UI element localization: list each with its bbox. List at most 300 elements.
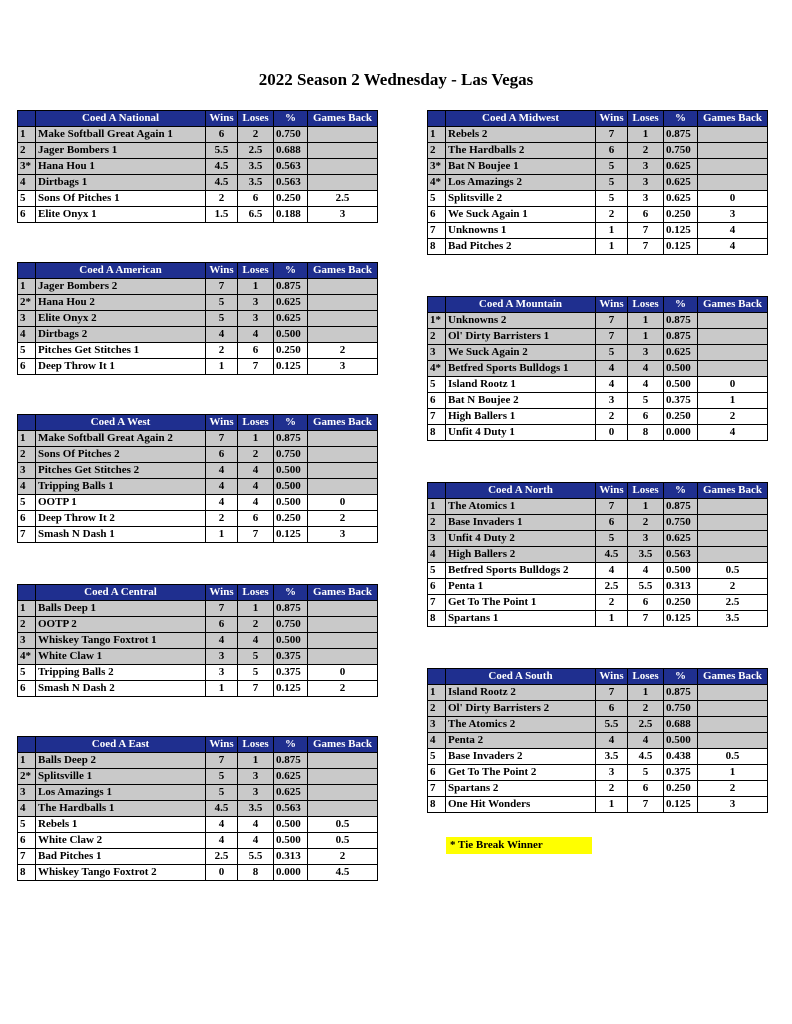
rank-cell: 8 <box>18 865 36 881</box>
header-games-back: Games Back <box>698 483 768 499</box>
table-row <box>428 765 768 781</box>
games-back-cell <box>308 431 378 447</box>
pct-cell: 0.500 <box>274 479 308 495</box>
loses-cell: 2.5 <box>628 717 664 733</box>
header-loses: Loses <box>238 585 274 601</box>
division-header-row <box>18 111 378 127</box>
rank-cell: 4* <box>428 175 446 191</box>
loses-cell: 4 <box>238 327 274 343</box>
team-name-cell: Elite Onyx 2 <box>36 311 206 327</box>
table-row <box>18 617 378 633</box>
header-corner <box>18 585 36 601</box>
pct-cell: 0.750 <box>664 515 698 531</box>
pct-cell: 0.500 <box>274 463 308 479</box>
games-back-cell <box>698 547 768 563</box>
team-name-cell: Tripping Balls 1 <box>36 479 206 495</box>
table-row <box>428 685 768 701</box>
table-row <box>428 515 768 531</box>
rank-cell: 5 <box>428 377 446 393</box>
games-back-cell: 4 <box>698 239 768 255</box>
wins-cell: 6 <box>206 127 238 143</box>
table-row <box>428 797 768 813</box>
wins-cell: 4.5 <box>206 159 238 175</box>
header-wins: Wins <box>596 669 628 685</box>
division-name: Coed A National <box>36 111 206 127</box>
loses-cell: 2 <box>238 617 274 633</box>
games-back-cell: 1 <box>698 765 768 781</box>
table-row <box>428 717 768 733</box>
wins-cell: 4 <box>206 633 238 649</box>
pct-cell: 0.250 <box>664 207 698 223</box>
wins-cell: 2 <box>596 207 628 223</box>
pct-cell: 0.875 <box>664 685 698 701</box>
header-wins: Wins <box>596 111 628 127</box>
rank-cell: 8 <box>428 425 446 441</box>
pct-cell: 0.000 <box>274 865 308 881</box>
loses-cell: 5.5 <box>628 579 664 595</box>
wins-cell: 3 <box>206 665 238 681</box>
loses-cell: 3 <box>628 191 664 207</box>
rank-cell: 7 <box>428 409 446 425</box>
rank-cell: 1 <box>18 431 36 447</box>
header-wins: Wins <box>206 263 238 279</box>
wins-cell: 4 <box>206 327 238 343</box>
table-row <box>428 329 768 345</box>
wins-cell: 4.5 <box>596 547 628 563</box>
games-back-cell <box>698 143 768 159</box>
pct-cell: 0.625 <box>274 295 308 311</box>
rank-cell: 3* <box>428 159 446 175</box>
pct-cell: 0.125 <box>664 223 698 239</box>
team-name-cell: Bat N Boujee 2 <box>446 393 596 409</box>
loses-cell: 3 <box>628 531 664 547</box>
rank-cell: 2 <box>18 447 36 463</box>
header-games-back: Games Back <box>308 737 378 753</box>
table-row <box>18 495 378 511</box>
games-back-cell <box>698 361 768 377</box>
rank-cell: 8 <box>428 239 446 255</box>
table-row <box>18 207 378 223</box>
team-name-cell: Betfred Sports Bulldogs 2 <box>446 563 596 579</box>
division-header-row <box>18 585 378 601</box>
games-back-cell: 1 <box>698 393 768 409</box>
rank-cell: 7 <box>428 781 446 797</box>
wins-cell: 2.5 <box>596 579 628 595</box>
rank-cell: 1 <box>18 601 36 617</box>
division-table-south <box>427 668 768 813</box>
games-back-cell <box>308 311 378 327</box>
header-wins: Wins <box>206 415 238 431</box>
wins-cell: 4 <box>206 479 238 495</box>
loses-cell: 1 <box>238 601 274 617</box>
team-name-cell: Jager Bombers 2 <box>36 279 206 295</box>
pct-cell: 0.375 <box>274 649 308 665</box>
pct-cell: 0.313 <box>274 849 308 865</box>
games-back-cell <box>698 345 768 361</box>
rank-cell: 8 <box>428 797 446 813</box>
team-name-cell: Penta 1 <box>446 579 596 595</box>
team-name-cell: Get To The Point 1 <box>446 595 596 611</box>
table-row <box>18 865 378 881</box>
rank-cell: 7 <box>428 223 446 239</box>
loses-cell: 3.5 <box>628 547 664 563</box>
header-loses: Loses <box>628 483 664 499</box>
games-back-cell: 0.5 <box>698 563 768 579</box>
loses-cell: 5 <box>238 649 274 665</box>
rank-cell: 4 <box>428 733 446 749</box>
rank-cell: 3 <box>18 785 36 801</box>
pct-cell: 0.500 <box>274 817 308 833</box>
games-back-cell <box>698 717 768 733</box>
rank-cell: 4 <box>18 175 36 191</box>
pct-cell: 0.688 <box>664 717 698 733</box>
wins-cell: 2 <box>206 191 238 207</box>
header-games-back: Games Back <box>698 111 768 127</box>
loses-cell: 1 <box>628 127 664 143</box>
division-name: Coed A South <box>446 669 596 685</box>
header-pct: % <box>664 483 698 499</box>
wins-cell: 6 <box>596 515 628 531</box>
rank-cell: 2* <box>18 295 36 311</box>
rank-cell: 5 <box>18 817 36 833</box>
table-row <box>428 409 768 425</box>
wins-cell: 5 <box>596 159 628 175</box>
table-row <box>18 431 378 447</box>
rank-cell: 1 <box>428 127 446 143</box>
table-row <box>428 143 768 159</box>
header-games-back: Games Back <box>308 263 378 279</box>
pct-cell: 0.625 <box>274 769 308 785</box>
games-back-cell: 4 <box>698 223 768 239</box>
pct-cell: 0.188 <box>274 207 308 223</box>
rank-cell: 4 <box>428 547 446 563</box>
team-name-cell: Balls Deep 1 <box>36 601 206 617</box>
rank-cell: 3 <box>18 311 36 327</box>
pct-cell: 0.375 <box>664 765 698 781</box>
wins-cell: 2 <box>206 511 238 527</box>
wins-cell: 7 <box>206 431 238 447</box>
pct-cell: 0.563 <box>664 547 698 563</box>
rank-cell: 5 <box>18 343 36 359</box>
loses-cell: 1 <box>628 499 664 515</box>
rank-cell: 2 <box>428 329 446 345</box>
rank-cell: 3 <box>428 345 446 361</box>
header-loses: Loses <box>628 669 664 685</box>
loses-cell: 6 <box>628 409 664 425</box>
loses-cell: 4 <box>238 633 274 649</box>
table-row <box>428 313 768 329</box>
table-row <box>428 611 768 627</box>
table-row <box>18 175 378 191</box>
loses-cell: 2 <box>238 447 274 463</box>
games-back-cell: 3 <box>698 797 768 813</box>
wins-cell: 1 <box>596 797 628 813</box>
games-back-cell <box>308 649 378 665</box>
rank-cell: 6 <box>18 511 36 527</box>
rank-cell: 5 <box>428 563 446 579</box>
games-back-cell <box>308 601 378 617</box>
table-row <box>428 393 768 409</box>
header-pct: % <box>664 297 698 313</box>
team-name-cell: Unfit 4 Duty 1 <box>446 425 596 441</box>
team-name-cell: We Suck Again 2 <box>446 345 596 361</box>
division-name: Coed A Mountain <box>446 297 596 313</box>
table-row <box>428 499 768 515</box>
rank-cell: 5 <box>18 191 36 207</box>
loses-cell: 6.5 <box>238 207 274 223</box>
loses-cell: 3.5 <box>238 159 274 175</box>
wins-cell: 7 <box>206 753 238 769</box>
pct-cell: 0.625 <box>274 785 308 801</box>
pct-cell: 0.750 <box>664 701 698 717</box>
pct-cell: 0.875 <box>274 601 308 617</box>
pct-cell: 0.625 <box>664 159 698 175</box>
rank-cell: 7 <box>18 527 36 543</box>
wins-cell: 4 <box>596 361 628 377</box>
loses-cell: 2 <box>238 127 274 143</box>
loses-cell: 2 <box>628 143 664 159</box>
division-name: Coed A North <box>446 483 596 499</box>
pct-cell: 0.125 <box>664 797 698 813</box>
team-name-cell: Sons Of Pitches 2 <box>36 447 206 463</box>
header-pct: % <box>664 669 698 685</box>
games-back-cell <box>308 479 378 495</box>
pct-cell: 0.313 <box>664 579 698 595</box>
team-name-cell: The Atomics 2 <box>446 717 596 733</box>
games-back-cell <box>308 295 378 311</box>
loses-cell: 1 <box>628 329 664 345</box>
team-name-cell: Los Amazings 1 <box>36 785 206 801</box>
games-back-cell <box>308 447 378 463</box>
rank-cell: 3* <box>18 159 36 175</box>
loses-cell: 1 <box>628 685 664 701</box>
rank-cell: 2* <box>18 769 36 785</box>
division-table-midwest <box>427 110 768 255</box>
rank-cell: 4* <box>428 361 446 377</box>
wins-cell: 2 <box>206 343 238 359</box>
table-row <box>18 127 378 143</box>
rank-cell: 1 <box>18 127 36 143</box>
tie-break-note: * Tie Break Winner <box>446 837 592 854</box>
table-row <box>18 463 378 479</box>
loses-cell: 6 <box>238 511 274 527</box>
team-name-cell: Elite Onyx 1 <box>36 207 206 223</box>
table-row <box>428 733 768 749</box>
wins-cell: 4 <box>596 563 628 579</box>
wins-cell: 7 <box>596 313 628 329</box>
loses-cell: 3 <box>628 345 664 361</box>
pct-cell: 0.625 <box>274 311 308 327</box>
header-pct: % <box>274 737 308 753</box>
team-name-cell: Smash N Dash 1 <box>36 527 206 543</box>
pct-cell: 0.875 <box>664 313 698 329</box>
table-row <box>18 447 378 463</box>
rank-cell: 6 <box>18 681 36 697</box>
header-games-back: Games Back <box>698 297 768 313</box>
loses-cell: 2 <box>628 515 664 531</box>
pct-cell: 0.688 <box>274 143 308 159</box>
team-name-cell: Pitches Get Stitches 2 <box>36 463 206 479</box>
table-row <box>18 601 378 617</box>
division-table-west <box>17 414 378 543</box>
pct-cell: 0.250 <box>274 511 308 527</box>
team-name-cell: Tripping Balls 2 <box>36 665 206 681</box>
team-name-cell: White Claw 1 <box>36 649 206 665</box>
division-table-east <box>17 736 378 881</box>
team-name-cell: Deep Throw It 1 <box>36 359 206 375</box>
wins-cell: 4 <box>206 833 238 849</box>
table-row <box>18 327 378 343</box>
rank-cell: 3 <box>18 633 36 649</box>
games-back-cell: 3 <box>308 207 378 223</box>
pct-cell: 0.500 <box>664 361 698 377</box>
wins-cell: 4 <box>596 733 628 749</box>
loses-cell: 4 <box>238 479 274 495</box>
rank-cell: 3 <box>428 531 446 547</box>
games-back-cell: 2 <box>308 681 378 697</box>
loses-cell: 4 <box>628 361 664 377</box>
games-back-cell <box>698 499 768 515</box>
loses-cell: 6 <box>238 343 274 359</box>
rank-cell: 2 <box>18 143 36 159</box>
loses-cell: 7 <box>628 223 664 239</box>
pct-cell: 0.563 <box>274 801 308 817</box>
pct-cell: 0.563 <box>274 175 308 191</box>
table-row <box>428 345 768 361</box>
rank-cell: 6 <box>428 207 446 223</box>
wins-cell: 3 <box>596 393 628 409</box>
loses-cell: 5.5 <box>238 849 274 865</box>
wins-cell: 6 <box>596 701 628 717</box>
pct-cell: 0.375 <box>274 665 308 681</box>
pct-cell: 0.250 <box>664 595 698 611</box>
loses-cell: 4 <box>238 817 274 833</box>
games-back-cell <box>698 313 768 329</box>
header-loses: Loses <box>628 297 664 313</box>
games-back-cell <box>698 531 768 547</box>
team-name-cell: Hana Hou 1 <box>36 159 206 175</box>
team-name-cell: Make Softball Great Again 2 <box>36 431 206 447</box>
table-row <box>18 665 378 681</box>
team-name-cell: Bad Pitches 1 <box>36 849 206 865</box>
team-name-cell: High Ballers 2 <box>446 547 596 563</box>
games-back-cell: 0 <box>308 665 378 681</box>
table-row <box>18 649 378 665</box>
pct-cell: 0.625 <box>664 531 698 547</box>
header-pct: % <box>274 263 308 279</box>
rank-cell: 7 <box>18 849 36 865</box>
rank-cell: 6 <box>428 579 446 595</box>
table-row <box>428 239 768 255</box>
pct-cell: 0.500 <box>664 733 698 749</box>
rank-cell: 6 <box>18 359 36 375</box>
header-corner <box>428 669 446 685</box>
rank-cell: 6 <box>428 393 446 409</box>
loses-cell: 6 <box>628 207 664 223</box>
loses-cell: 8 <box>238 865 274 881</box>
games-back-cell: 3.5 <box>698 611 768 627</box>
division-header-row <box>18 263 378 279</box>
loses-cell: 3.5 <box>238 801 274 817</box>
wins-cell: 6 <box>206 447 238 463</box>
division-name: Coed A East <box>36 737 206 753</box>
pct-cell: 0.125 <box>664 239 698 255</box>
rank-cell: 6 <box>428 765 446 781</box>
loses-cell: 4 <box>238 463 274 479</box>
division-table-national <box>17 110 378 223</box>
wins-cell: 1.5 <box>206 207 238 223</box>
team-name-cell: Betfred Sports Bulldogs 1 <box>446 361 596 377</box>
games-back-cell: 0.5 <box>308 817 378 833</box>
games-back-cell: 2 <box>698 579 768 595</box>
games-back-cell: 0.5 <box>308 833 378 849</box>
pct-cell: 0.500 <box>274 495 308 511</box>
header-wins: Wins <box>206 585 238 601</box>
team-name-cell: Ol' Dirty Barristers 2 <box>446 701 596 717</box>
wins-cell: 5 <box>206 295 238 311</box>
loses-cell: 3 <box>628 175 664 191</box>
header-pct: % <box>274 585 308 601</box>
table-row <box>428 127 768 143</box>
table-row <box>18 295 378 311</box>
loses-cell: 7 <box>238 359 274 375</box>
team-name-cell: Sons Of Pitches 1 <box>36 191 206 207</box>
division-header-row <box>18 737 378 753</box>
team-name-cell: OOTP 1 <box>36 495 206 511</box>
header-corner <box>428 297 446 313</box>
wins-cell: 5.5 <box>596 717 628 733</box>
wins-cell: 1 <box>596 223 628 239</box>
wins-cell: 7 <box>596 127 628 143</box>
table-row <box>18 801 378 817</box>
team-name-cell: Dirtbags 2 <box>36 327 206 343</box>
rank-cell: 2 <box>428 515 446 531</box>
loses-cell: 5 <box>628 393 664 409</box>
pct-cell: 0.625 <box>664 345 698 361</box>
wins-cell: 4 <box>596 377 628 393</box>
rank-cell: 1 <box>18 753 36 769</box>
table-row <box>428 701 768 717</box>
loses-cell: 3.5 <box>238 175 274 191</box>
pct-cell: 0.500 <box>274 327 308 343</box>
rank-cell: 4 <box>18 327 36 343</box>
loses-cell: 6 <box>628 595 664 611</box>
team-name-cell: The Hardballs 1 <box>36 801 206 817</box>
rank-cell: 1 <box>18 279 36 295</box>
pct-cell: 0.875 <box>274 431 308 447</box>
games-back-cell <box>308 617 378 633</box>
rank-cell: 5 <box>18 495 36 511</box>
pct-cell: 0.625 <box>664 175 698 191</box>
pct-cell: 0.750 <box>274 617 308 633</box>
table-row <box>18 833 378 849</box>
rank-cell: 4 <box>18 479 36 495</box>
table-row <box>428 223 768 239</box>
rank-cell: 1* <box>428 313 446 329</box>
games-back-cell <box>698 127 768 143</box>
games-back-cell: 0.5 <box>698 749 768 765</box>
division-name: Coed A Central <box>36 585 206 601</box>
team-name-cell: Island Rootz 2 <box>446 685 596 701</box>
pct-cell: 0.500 <box>274 833 308 849</box>
games-back-cell: 2 <box>308 511 378 527</box>
header-loses: Loses <box>628 111 664 127</box>
wins-cell: 0 <box>206 865 238 881</box>
wins-cell: 6 <box>206 617 238 633</box>
team-name-cell: Unknowns 2 <box>446 313 596 329</box>
pct-cell: 0.750 <box>274 127 308 143</box>
division-header-row <box>428 483 768 499</box>
